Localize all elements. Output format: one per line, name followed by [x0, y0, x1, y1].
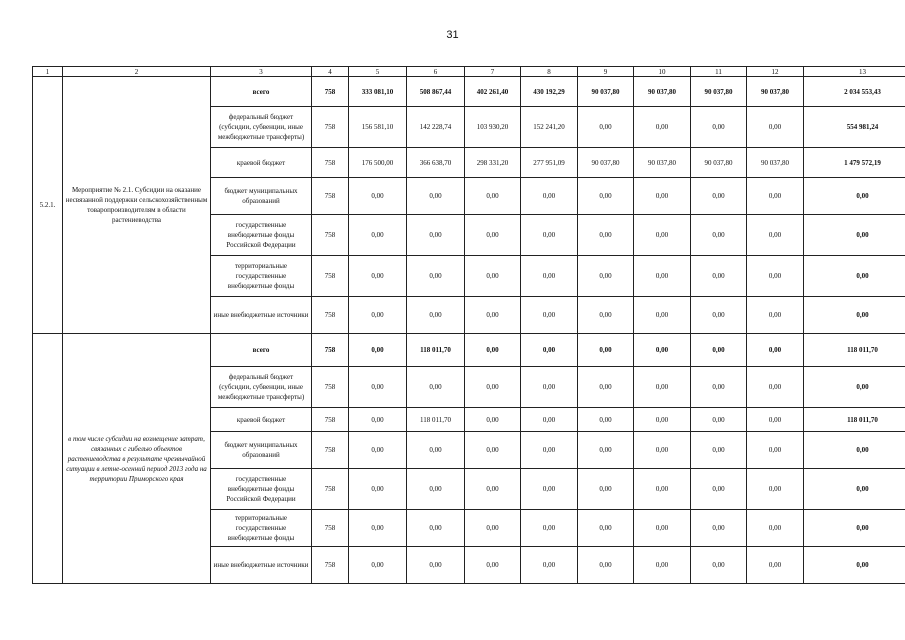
value-cell: 0,00 [691, 432, 747, 469]
value-cell: 0,00 [349, 256, 407, 297]
budget-code: 758 [312, 215, 349, 256]
value-cell: 0,00 [747, 547, 804, 584]
value-cell: 0,00 [634, 432, 691, 469]
value-cell: 0,00 [691, 215, 747, 256]
value-cell: 0,00 [634, 469, 691, 510]
value-cell: 176 500,00 [349, 148, 407, 178]
budget-code: 758 [312, 432, 349, 469]
value-cell: 0,00 [634, 408, 691, 432]
value-cell: 0,00 [691, 408, 747, 432]
value-cell: 0,00 [521, 510, 578, 547]
value-cell: 0,00 [634, 215, 691, 256]
item-code [33, 334, 63, 584]
value-cell: 0,00 [349, 215, 407, 256]
budget-code: 758 [312, 297, 349, 334]
value-cell: 0,00 [465, 297, 521, 334]
value-cell: 0,00 [691, 178, 747, 215]
value-cell: 156 581,10 [349, 107, 407, 148]
funding-source: краевой бюджет [211, 148, 312, 178]
value-cell: 90 037,80 [634, 148, 691, 178]
total-cell: 0,00 [804, 256, 905, 297]
value-cell: 0,00 [691, 334, 747, 367]
value-cell: 90 037,80 [578, 77, 634, 107]
funding-source: территориальные государственные внебюджетные фонды [211, 256, 312, 297]
value-cell: 90 037,80 [578, 148, 634, 178]
value-cell: 402 261,40 [465, 77, 521, 107]
value-cell: 0,00 [747, 408, 804, 432]
item-name: в том числе субсидии на возмещение затрат, связанных с гибелью объектов растениеводства в результате чрезвычайной ситуации в летне-осенний период 2013 года на территории Приморского края [63, 334, 211, 584]
budget-code: 758 [312, 77, 349, 107]
total-cell: 0,00 [804, 215, 905, 256]
budget-code: 758 [312, 547, 349, 584]
value-cell: 0,00 [747, 215, 804, 256]
funding-source: всего [211, 77, 312, 107]
value-cell: 0,00 [747, 432, 804, 469]
value-cell: 90 037,80 [747, 77, 804, 107]
value-cell: 0,00 [634, 256, 691, 297]
value-cell: 0,00 [407, 178, 465, 215]
value-cell: 0,00 [691, 367, 747, 408]
value-cell: 90 037,80 [634, 77, 691, 107]
value-cell: 0,00 [349, 547, 407, 584]
value-cell: 0,00 [349, 334, 407, 367]
value-cell: 142 228,74 [407, 107, 465, 148]
value-cell: 0,00 [407, 510, 465, 547]
funding-source: иные внебюджетные источники [211, 547, 312, 584]
value-cell: 0,00 [465, 510, 521, 547]
value-cell: 0,00 [691, 547, 747, 584]
value-cell: 0,00 [578, 510, 634, 547]
total-cell: 0,00 [804, 510, 905, 547]
value-cell: 508 867,44 [407, 77, 465, 107]
value-cell: 0,00 [349, 432, 407, 469]
budget-table [32, 66, 905, 584]
funding-source: федеральный бюджет (субсидии, субвенции, иные межбюджетные трансферты) [211, 367, 312, 408]
value-cell: 0,00 [691, 510, 747, 547]
value-cell: 0,00 [578, 178, 634, 215]
total-cell: 2 034 553,43 [804, 77, 905, 107]
total-cell: 554 981,24 [804, 107, 905, 148]
budget-code: 758 [312, 178, 349, 215]
funding-source: государственные внебюджетные фонды Российской Федерации [211, 469, 312, 510]
value-cell: 90 037,80 [691, 148, 747, 178]
funding-source: иные внебюджетные источники [211, 297, 312, 334]
page-number: 31 [446, 29, 459, 41]
value-cell: 0,00 [521, 408, 578, 432]
value-cell: 0,00 [521, 367, 578, 408]
value-cell: 0,00 [465, 547, 521, 584]
value-cell: 0,00 [465, 367, 521, 408]
value-cell: 0,00 [465, 334, 521, 367]
value-cell: 0,00 [407, 432, 465, 469]
value-cell: 0,00 [465, 178, 521, 215]
value-cell: 277 951,09 [521, 148, 578, 178]
value-cell: 0,00 [578, 215, 634, 256]
total-cell: 1 479 572,19 [804, 148, 905, 178]
value-cell: 0,00 [691, 256, 747, 297]
value-cell: 0,00 [634, 107, 691, 148]
funding-source: бюджет муниципальных образований [211, 178, 312, 215]
value-cell: 0,00 [578, 432, 634, 469]
table-row [33, 334, 905, 367]
value-cell: 0,00 [407, 297, 465, 334]
column-number: 6 [407, 67, 465, 77]
value-cell: 0,00 [578, 367, 634, 408]
total-cell: 118 011,70 [804, 334, 905, 367]
column-number: 1 [33, 67, 63, 77]
value-cell: 0,00 [634, 367, 691, 408]
value-cell: 0,00 [747, 334, 804, 367]
total-cell: 0,00 [804, 547, 905, 584]
value-cell: 0,00 [349, 297, 407, 334]
value-cell: 298 331,20 [465, 148, 521, 178]
value-cell: 0,00 [747, 510, 804, 547]
funding-source: краевой бюджет [211, 408, 312, 432]
value-cell: 0,00 [578, 334, 634, 367]
value-cell: 0,00 [578, 408, 634, 432]
budget-code: 758 [312, 256, 349, 297]
value-cell: 0,00 [578, 107, 634, 148]
value-cell: 0,00 [349, 408, 407, 432]
total-cell: 118 011,70 [804, 408, 905, 432]
column-number: 10 [634, 67, 691, 77]
value-cell: 0,00 [407, 547, 465, 584]
value-cell: 0,00 [747, 297, 804, 334]
column-number: 2 [63, 67, 211, 77]
column-number: 11 [691, 67, 747, 77]
total-cell: 0,00 [804, 297, 905, 334]
value-cell: 0,00 [634, 297, 691, 334]
value-cell: 118 011,70 [407, 408, 465, 432]
value-cell: 0,00 [634, 547, 691, 584]
value-cell: 0,00 [465, 408, 521, 432]
value-cell: 0,00 [521, 178, 578, 215]
column-number: 4 [312, 67, 349, 77]
column-number: 9 [578, 67, 634, 77]
value-cell: 0,00 [407, 469, 465, 510]
value-cell: 0,00 [634, 334, 691, 367]
value-cell: 0,00 [578, 469, 634, 510]
column-number: 8 [521, 67, 578, 77]
value-cell: 0,00 [465, 215, 521, 256]
column-number: 7 [465, 67, 521, 77]
value-cell: 0,00 [521, 432, 578, 469]
item-name: Мероприятие № 2.1. Субсидии на оказание несвязанной поддержки сельскохозяйственным товаропроизводителям в области растениеводства [63, 77, 211, 334]
column-number: 12 [747, 67, 804, 77]
value-cell: 0,00 [521, 547, 578, 584]
total-cell: 0,00 [804, 469, 905, 510]
value-cell: 103 930,20 [465, 107, 521, 148]
value-cell: 0,00 [465, 432, 521, 469]
value-cell: 0,00 [747, 367, 804, 408]
budget-code: 758 [312, 408, 349, 432]
value-cell: 0,00 [634, 510, 691, 547]
budget-code: 758 [312, 107, 349, 148]
value-cell: 0,00 [349, 367, 407, 408]
value-cell: 0,00 [407, 367, 465, 408]
budget-code: 758 [312, 469, 349, 510]
value-cell: 0,00 [747, 107, 804, 148]
value-cell: 0,00 [349, 469, 407, 510]
value-cell: 0,00 [747, 178, 804, 215]
funding-source: территориальные государственные внебюджетные фонды [211, 510, 312, 547]
table-row [33, 77, 905, 107]
value-cell: 90 037,80 [747, 148, 804, 178]
column-number: 5 [349, 67, 407, 77]
column-number: 13 [804, 67, 905, 77]
budget-code: 758 [312, 148, 349, 178]
value-cell: 0,00 [465, 256, 521, 297]
value-cell: 0,00 [578, 256, 634, 297]
value-cell: 0,00 [521, 297, 578, 334]
value-cell: 0,00 [521, 256, 578, 297]
total-cell: 0,00 [804, 178, 905, 215]
value-cell: 333 081,10 [349, 77, 407, 107]
value-cell: 0,00 [349, 510, 407, 547]
budget-code: 758 [312, 334, 349, 367]
total-cell: 0,00 [804, 432, 905, 469]
value-cell: 0,00 [578, 297, 634, 334]
value-cell: 0,00 [747, 469, 804, 510]
funding-source: федеральный бюджет (субсидии, субвенции, иные межбюджетные трансферты) [211, 107, 312, 148]
value-cell: 0,00 [578, 547, 634, 584]
value-cell: 0,00 [465, 469, 521, 510]
value-cell: 0,00 [691, 297, 747, 334]
budget-code: 758 [312, 510, 349, 547]
funding-source: бюджет муниципальных образований [211, 432, 312, 469]
column-number-row [33, 67, 905, 77]
value-cell: 0,00 [634, 178, 691, 215]
value-cell: 366 638,70 [407, 148, 465, 178]
column-number: 3 [211, 67, 312, 77]
value-cell: 0,00 [407, 256, 465, 297]
value-cell: 430 192,29 [521, 77, 578, 107]
funding-source: государственные внебюджетные фонды Российской Федерации [211, 215, 312, 256]
value-cell: 0,00 [521, 334, 578, 367]
budget-code: 758 [312, 367, 349, 408]
value-cell: 152 241,20 [521, 107, 578, 148]
value-cell: 0,00 [691, 469, 747, 510]
value-cell: 0,00 [349, 178, 407, 215]
value-cell: 0,00 [691, 107, 747, 148]
value-cell: 0,00 [407, 215, 465, 256]
value-cell: 90 037,80 [691, 77, 747, 107]
value-cell: 0,00 [521, 215, 578, 256]
value-cell: 0,00 [521, 469, 578, 510]
value-cell: 118 011,70 [407, 334, 465, 367]
total-cell: 0,00 [804, 367, 905, 408]
item-code: 5.2.1. [33, 77, 63, 334]
funding-source: всего [211, 334, 312, 367]
value-cell: 0,00 [747, 256, 804, 297]
